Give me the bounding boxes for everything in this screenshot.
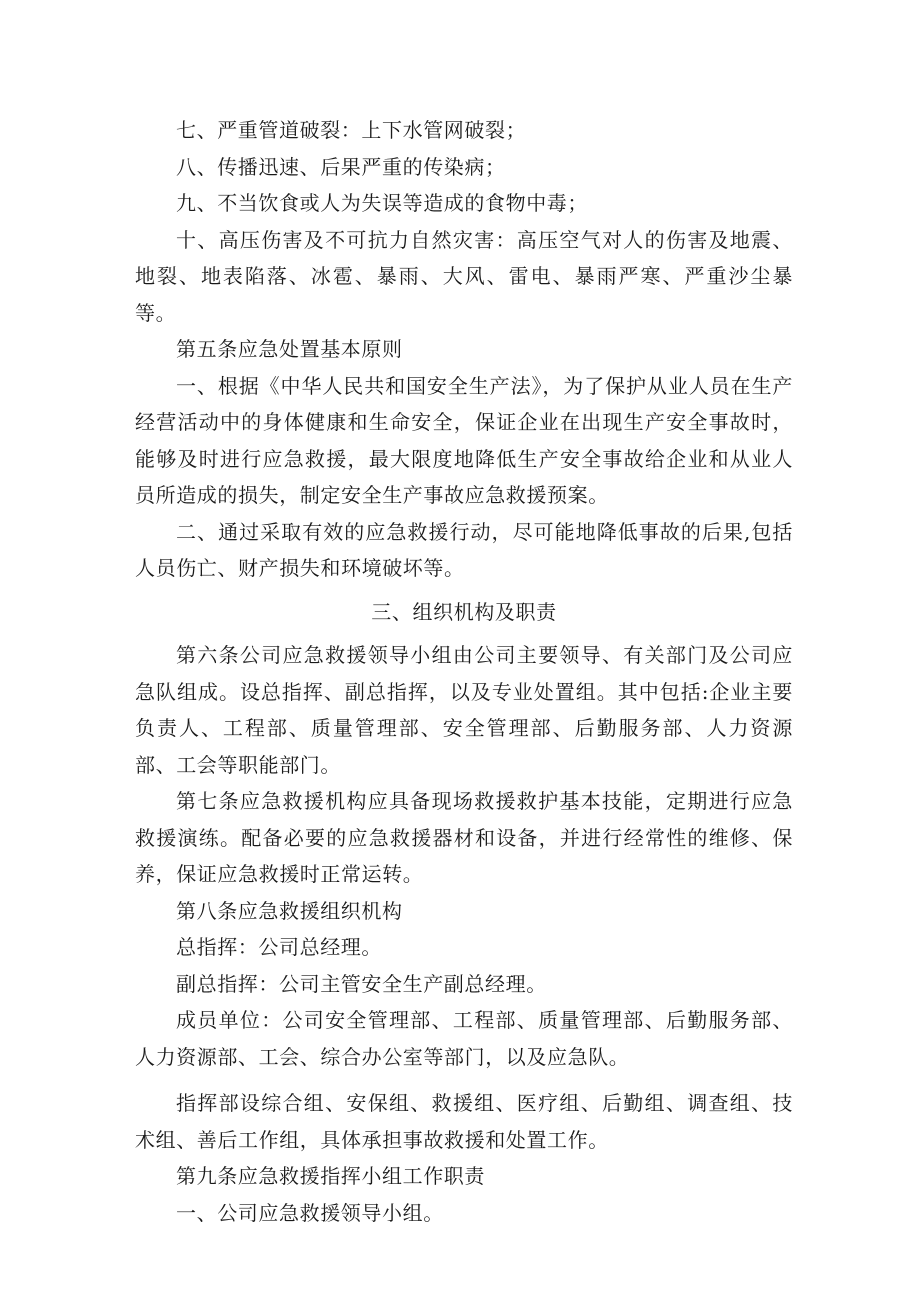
- member-units-line: 成员单位：公司安全管理部、工程部、质量管理部、后勤服务部、人力资源部、工会、综合办公室等部门，以及应急队。: [135, 1008, 793, 1069]
- paragraph-item-8: 八、传播迅速、后果严重的传染病；: [176, 154, 506, 179]
- article-7: 第七条应急救援机构应具备现场救援救护基本技能，定期进行应急救援演练。配备必要的应急救援器材和设备，并进行经常性的维修、保养，保证应急救援时正常运转。: [135, 789, 793, 886]
- command-groups-paragraph: 指挥部设综合组、安保组、救援组、医疗组、后勤组、调查组、技术组、善后工作组，具体承担事故救援和处置工作。: [135, 1091, 793, 1152]
- paragraph-item-7: 七、严重管道破裂：上下水管网破裂；: [176, 118, 527, 142]
- principle-2: 二、通过采取有效的应急救援行动，尽可能地降低事故的后果,包括人员伤亡、财产损失和环境破坏等。: [135, 519, 793, 580]
- principle-1: 一、根据《中华人民共和国安全生产法》，为了保护从业人员在生产经营活动中的身体健康和生命安全，保证企业在出现生产安全事故时，能够及时进行应急救援，最大限度地降低生产安全事故给企业和从业人员所造成的损失，制定安全生产事故应急救援预案。: [135, 373, 793, 507]
- paragraph-item-9: 九、不当饮食或人为失误等造成的食物中毒；: [176, 191, 588, 215]
- deputy-commander-line: 副总指挥：公司主管安全生产副总经理。: [176, 971, 547, 996]
- commander-line: 总指挥：公司总经理。: [176, 935, 382, 959]
- section-heading: 三、组织机构及职责: [371, 599, 557, 624]
- document-body: [135, 112, 793, 1231]
- article-8-title: 第八条应急救援组织机构: [176, 898, 403, 923]
- article-6: 第六条公司应急救援领导小组由公司主要领导、有关部门及公司应急队组成。设总指挥、副总指挥，以及专业处置组。其中包括:企业主要负责人、工程部、质量管理部、安全管理部、后勤服务部、人力资源部、工会等职能部门。: [135, 643, 793, 777]
- paragraph-item-10: 十、高压伤害及不可抗力自然灾害：高压空气对人的伤害及地震、地裂、地表陷落、冰雹、暴雨、大风、雷电、暴雨严寒、严重沙尘暴等。: [135, 227, 793, 325]
- article-9-title: 第九条应急救援指挥小组工作职责: [176, 1164, 485, 1188]
- article-5-title: 第五条应急处置基本原则: [176, 337, 403, 361]
- leadership-group-line: 一、公司应急救援领导小组。: [176, 1200, 444, 1225]
